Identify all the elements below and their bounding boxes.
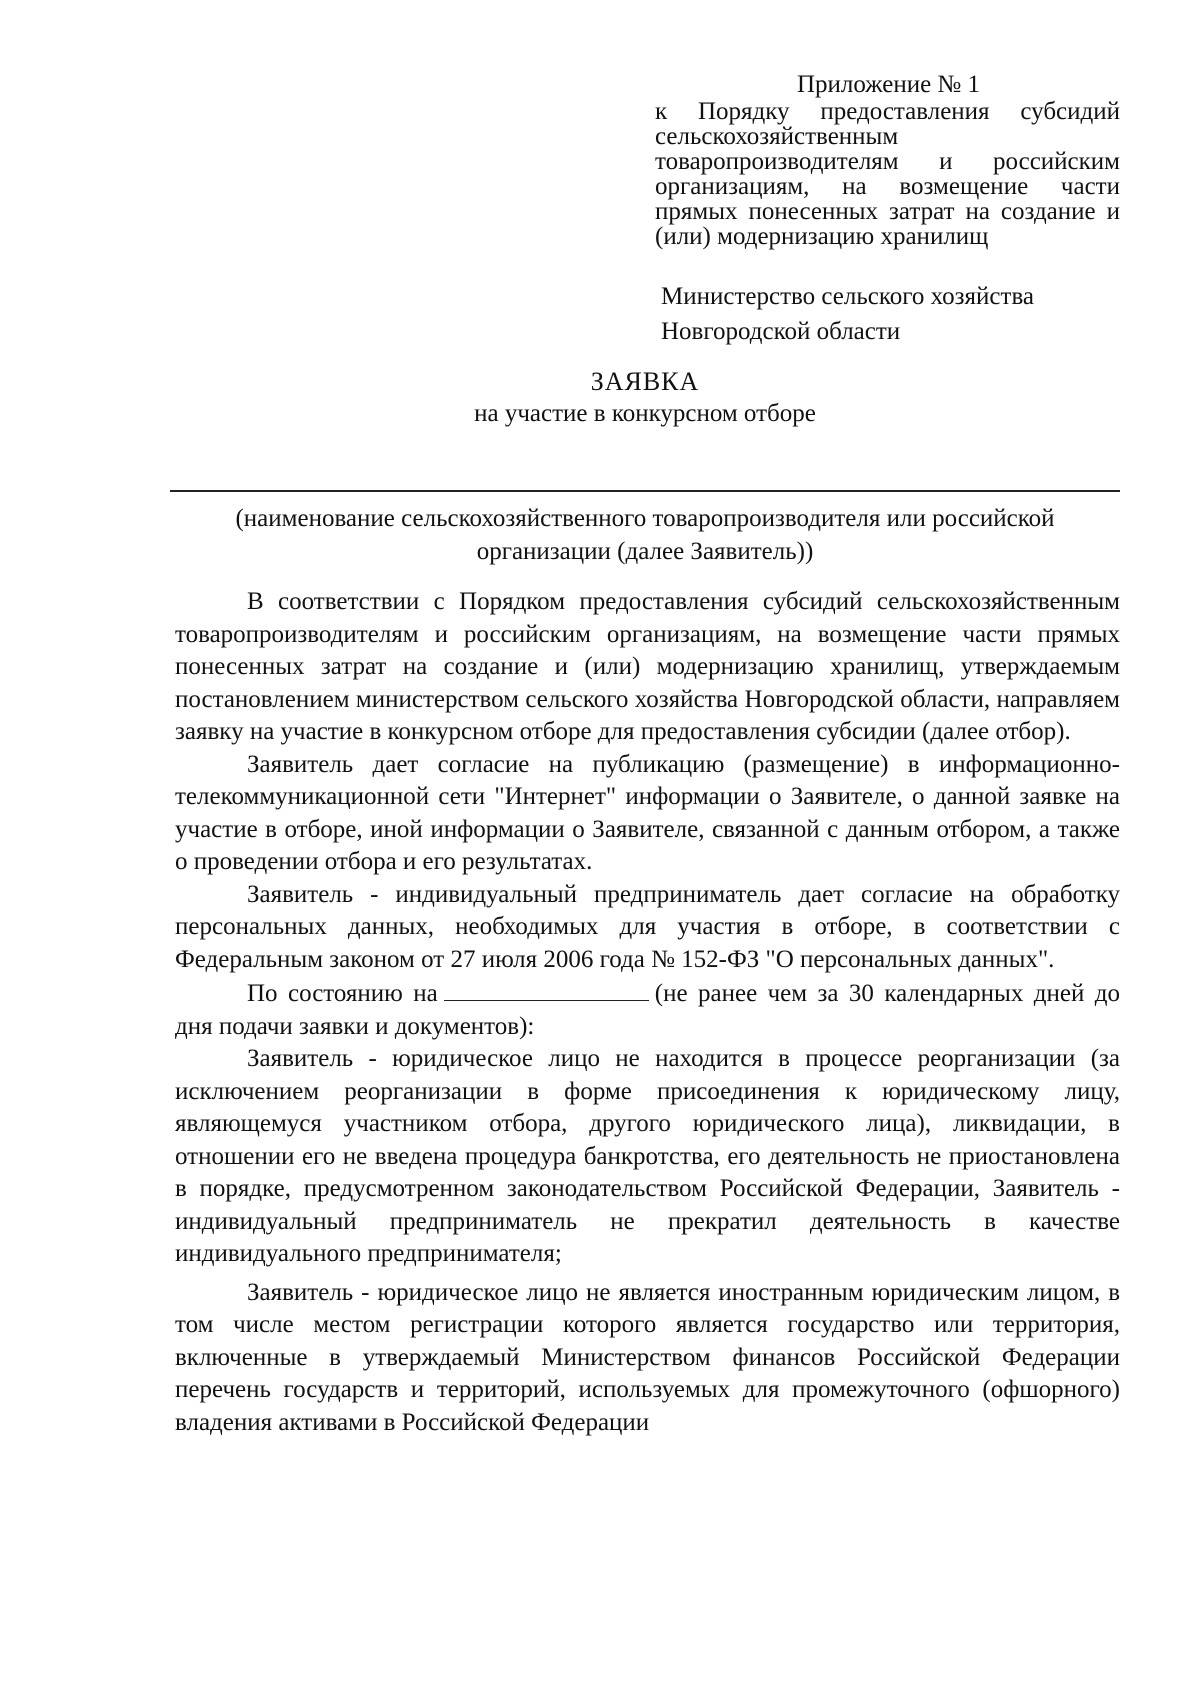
paragraph-foreign-entity: Заявитель - юридическое лицо не является иностранным юридическим лицом, в том числе местом регистрации которого является государство или территория, включенные в утверждаемый Министерством финансов Российской Федерации перечень государств и территорий, используемых для промежуточного (офшорного) владения активами в Российской Федерации xyxy=(175,1278,1120,1436)
recipient-line-2: Новгородской области xyxy=(661,318,901,345)
status-date-suffix: (не ранее чем за 30 календарных дней до дня подачи заявки и документов): xyxy=(175,980,1121,1040)
appendix-title: Приложение № 1 xyxy=(797,71,981,98)
status-date-prefix: По состоянию на xyxy=(247,980,438,1007)
applicant-caption-line-1: (наименование сельскохозяйственного товаропроизводителя или российской xyxy=(235,505,1055,532)
document-title-block xyxy=(170,366,1120,430)
paragraph-intro: В соответствии с Порядком предоставления субсидий сельскохозяйственным товаропроизводителям и российским организациям, на возмещение части прямых понесенных затрат на создание и (или) модернизацию хранилищ, утверждаемым постановлением министерством сельского хозяйства Новгородской области, направляем заявку на участие в конкурсном отборе для предоставления субсидии (далее отбор). xyxy=(175,588,1120,745)
paragraph-status-date xyxy=(175,976,1120,1043)
paragraph-personal-data-consent: Заявитель - индивидуальный предприниматель дает согласие на обработку персональных данных, необходимых для участия в отборе, в соответствии с Федеральным законом от 27 июля 2006 года № 152-ФЗ "О персональных данных". xyxy=(175,880,1120,973)
paragraph-reorganization: Заявитель - юридическое лицо не находится в процессе реорганизации (за исключением реорганизации в форме присоединения к юридическому лицу, являющемуся участником отбора, другого юридического лица), ликвидации, в отношении его не введена процедура банкротства, его деятельность не приостановлена в порядке, предусмотренном законодательством Российской Федерации, Заявитель - индивидуальный предприниматель не прекратил деятельность в качестве индивидуального предпринимателя; xyxy=(175,1045,1120,1267)
appendix-header xyxy=(655,72,1120,249)
applicant-caption xyxy=(170,502,1120,568)
application-body xyxy=(175,586,1120,1439)
recipient-block xyxy=(661,279,1131,349)
status-date-blank xyxy=(444,976,649,1001)
document-title: ЗАЯВКА xyxy=(590,367,700,396)
appendix-text: к Порядку предоставления субсидий сельскохозяйственным товаропроизводителям и российским организациям, на возмещение части прямых понесенных затрат на создание и (или) модернизацию хранилищ xyxy=(655,98,1120,250)
applicant-caption-line-2: организации (далее Заявитель)) xyxy=(476,538,814,565)
applicant-name-line xyxy=(170,490,1120,492)
paragraph-publication-consent: Заявитель дает согласие на публикацию (размещение) в информационно-телекоммуникационной сети "Интернет" информации о Заявителе, о данной заявке на участие в отборе, иной информации о Заявителе, связанной с данным отбором, а также о проведении отбора и его результатах. xyxy=(175,750,1120,875)
document-subtitle: на участие в конкурсном отборе xyxy=(474,400,816,427)
recipient-line-1: Министерство сельского хозяйства xyxy=(661,283,1035,310)
